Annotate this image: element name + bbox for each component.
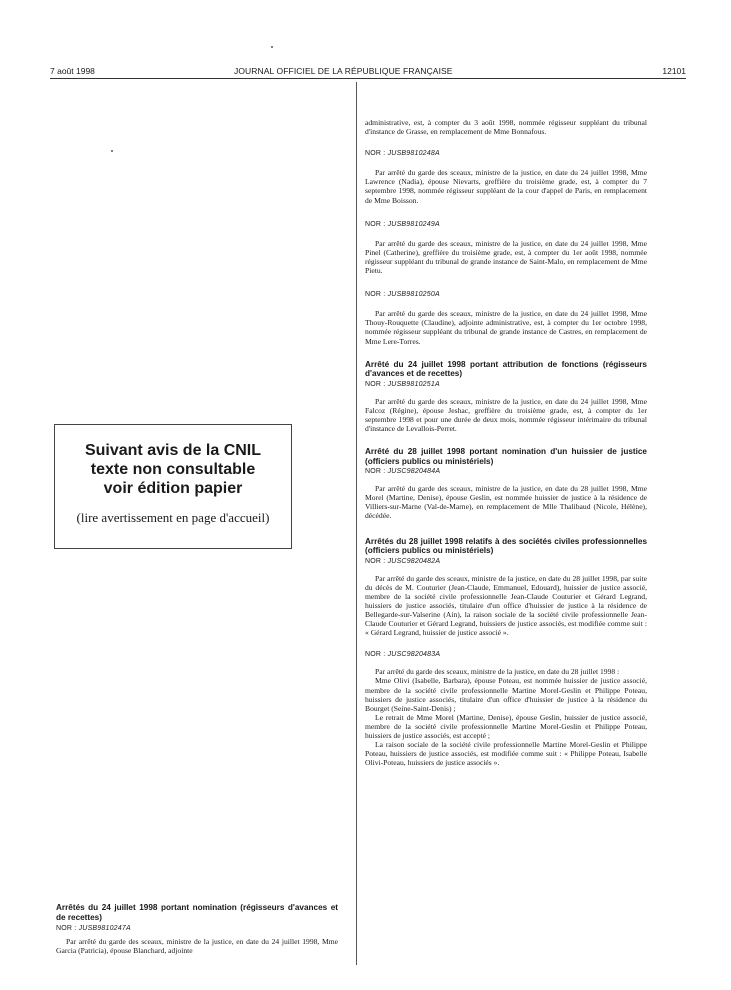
nor-reference [365,380,647,389]
article-paragraph: Par arrêté du garde des sceaux, ministre de la justice, en date du 24 juillet 1998, Mme Pinel (Catherine), greffière du troisième grade, est, à compter du 1er août 1998, nommée régisseur suppléant du tribunal de grande instance de Saint-Malo, en remplacement de Mme Pietu. [365,238,647,276]
nor-code: JUSB9810247A [78,925,131,932]
nor-code: JUSC9820483A [387,651,441,659]
right-column [365,118,647,767]
article-title: Arrêté du 28 juillet 1998 portant nomination d'un huissier de justice (officiers publics ou ministériels) [365,447,647,466]
nor-reference [56,924,338,933]
nor-code: JUSC9820484A [387,468,441,476]
nor-reference [365,467,647,476]
nor-label: NOR : [365,380,386,388]
cnil-notice-line4: (lire avertissement en page d'accueil) [76,510,270,525]
header-journal-title: JOURNAL OFFICIEL DE LA RÉPUBLIQUE FRANÇAISE [234,66,453,76]
nor-code: JUSB9810251A [387,380,440,388]
nor-label: NOR : [365,291,386,299]
article-paragraph: Par arrêté du garde des sceaux, ministre de la justice, en date du 28 juillet 1998 : [375,667,620,677]
article-paragraph: Par arrêté du garde des sceaux, ministre de la justice, en date du 28 juillet 1998, par suite du décès de M. Couturier (Jean-Claude, Emmanuel, Edouard), huissier de justice associé, membre de la société civile professionnelle Jean-Claude Couturier et Gérard Legrand, huissiers de justice associés, titulaire d'un office d'huissier de justice à la résidence de Bellegarde-sur-Valserine (Ain), la raison sociale de la société civile professionnelle Jean-Claude Couturier et Gérard Legrand, huissiers de justice associés, est modifiée comme suit : « Gérard Legrand, huissier de justice associé ». [365,573,647,638]
article-title: Arrêtés du 28 juillet 1998 relatifs à des sociétés civiles professionnelles (officiers publics ou ministériels) [365,536,647,556]
nor-reference [365,650,647,659]
article-title: Arrêtés du 24 juillet 1998 portant nomination (régisseurs d'avances et de recettes) [56,903,338,922]
cnil-notice-line2: texte non consultable [90,461,256,478]
header-date: 7 août 1998 [50,66,95,76]
nor-reference [365,220,647,229]
header-rule [50,78,686,79]
nor-reference [365,557,647,566]
article-paragraph: Par arrêté du garde des sceaux, ministre de la justice, en date du 24 juillet 1998, Mme Garcia (Patricia), épouse Blanchard, adjointe [56,937,338,956]
article-title: Arrêté du 24 juillet 1998 portant attribution de fonctions (régisseurs d'avances et de recettes) [365,359,647,379]
cnil-notice-box [54,424,292,549]
nor-code: JUSB9810248A [387,150,440,158]
article-paragraph: Par arrêté du garde des sceaux, ministre de la justice, en date du 24 juillet 1998, Mme Falcoz (Régine), épouse Jeshac, greffière du troisième grade, est, à compter du 1er septembre 1998 et pour une durée de deux mois, nommée régisseur intérimaire du tribunal d'instance de Levallois-Perret. [365,396,647,433]
cnil-notice-line3: voir édition papier [103,480,243,497]
paragraph-continued: administrative, est, à compter du 3 août 1998, nommée régisseur suppléant du tribunal d'instance de Grasse, en remplacement de Mme Bonnafous. [365,118,647,137]
nor-label: NOR : [365,468,386,476]
nor-label: NOR : [56,925,77,932]
nor-label: NOR : [365,557,386,565]
nor-code: JUSB9810250A [387,291,440,299]
column-divider [356,82,357,965]
nor-reference [365,290,647,299]
header-page-number: 12101 [662,66,686,76]
nor-reference [365,149,647,158]
cnil-notice-line1: Suivant avis de la CNIL [84,442,262,459]
scan-speck [271,46,273,48]
nor-code: JUSC9820482A [387,557,441,565]
nor-code: JUSB9810249A [387,220,440,228]
left-column-bottom [56,903,338,955]
article-paragraph: Par arrêté du garde des sceaux, ministre de la justice, en date du 24 juillet 1998, Mme Lawrence (Nadia), épouse Nievarts, greffière du troisième grade, est, à compter du 7 septembre 1998, nommée régisseur suppléant de la cour d'appel de Paris, en remplacement de Mme Boisson. [365,168,647,205]
article-paragraph: Le retrait de Mme Morel (Martine, Denise), épouse Geslin, huissier de justice associé, membre de la société civile professionnelle Martine Morel-Geslin et Philippe Poteau, huissiers de justice associés, est accepté ; [365,712,647,741]
article-paragraph: La raison sociale de la société civile professionnelle Martine Morel-Geslin et Philippe Poteau, huissiers de justice associés, est modifiée comme suit : « Philippe Poteau, Isabelle Olivi-Poteau, huissiers de justice associés ». [365,740,647,768]
article-paragraph: Mme Olivi (Isabelle, Barbara), épouse Poteau, est nommée huissier de justice associé, membre de la société civile professionnelle Martine Morel-Geslin et Philippe Poteau, huissiers de justice associés, titulaire d'un office d'huissier de justice à la résidence du Bourget (Seine-Saint-Denis) ; [365,676,647,713]
nor-label: NOR : [365,220,386,228]
article-paragraph: Par arrêté du garde des sceaux, ministre de la justice, en date du 24 juillet 1998, Mme Thouy-Rouquette (Claudine), adjointe administrative, est, à compter du 1er octobre 1998, nommée régisseur suppléant du tribunal de grande instance de Castres, en remplacement de Mme Lere-Torres. [365,309,647,346]
nor-label: NOR : [365,651,386,659]
article-paragraph: Par arrêté du garde des sceaux, ministre de la justice, en date du 28 juillet 1998, Mme Morel (Martine, Denise), épouse Geslin, est nommée huissier de justice à la résidence de Villiers-sur-Marne (Val-de-Marne), en remplacement de Mlle Thalibaud (Nicole, Hélène), décédée. [365,484,647,521]
scan-speck [111,150,113,152]
nor-label: NOR : [365,150,386,158]
